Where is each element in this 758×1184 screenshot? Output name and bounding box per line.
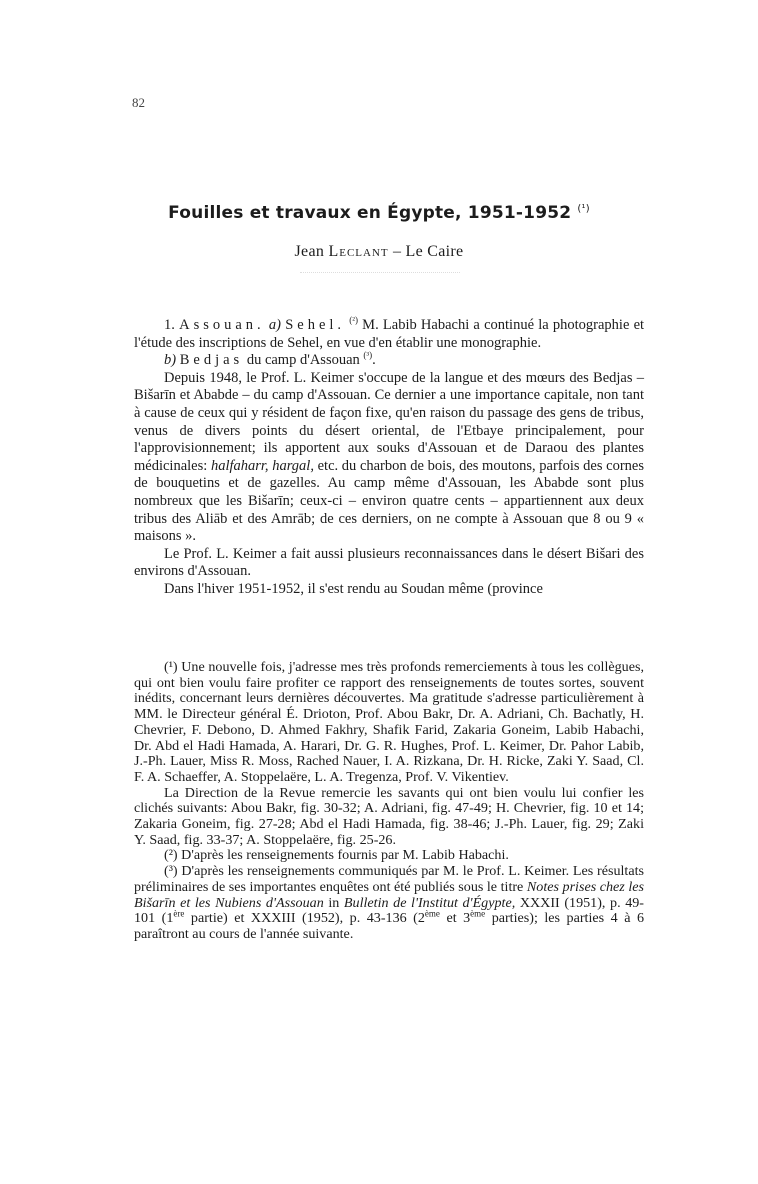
subsection-marker: b) (164, 352, 177, 369)
section-number: 1. (164, 317, 175, 333)
footnote-2 (134, 848, 644, 864)
footnote-mark: (²) (164, 847, 178, 864)
author-first: Jean (294, 243, 325, 260)
italic-text: Bulletin de l'Institut d'Égypte, (343, 894, 516, 911)
footnote-text: D'après les renseignements communiqués par M. le Prof. L. Keimer. Les résultats préliminaires de ses importantes enquêtes ont été publiés sous le titre (134, 863, 644, 895)
footnote-mark: (³) (164, 863, 178, 880)
section-heading: Assouan. (179, 317, 265, 333)
page-number: 82 (132, 95, 145, 110)
italic-text: Notes prises chez les Bišarīn et les Nubiens d'Assouan (134, 878, 644, 911)
footnote-1-continued: La Direction de la Revue remercie les savants qui ont bien voulu lui confier les clichés suivants: Abou Bakr, fig. 30-32; A. Adriani, fig. 47-49; H. Chevrier, fig. 10 et 14; Zakaria Goneim, fig. 27-28; Abd el Hadi Hamada, fig. 38-46; J.-Ph. Lauer, fig. 29; Zaki Y. Saad, fig. 33-37; A. Stoppelaëre, fig. 25-26. (134, 784, 644, 848)
paragraph-text: . (372, 352, 376, 369)
superscript: ère (173, 908, 185, 919)
footnote-mark: (¹) (164, 659, 178, 675)
author-place: – Le Caire (392, 243, 464, 260)
title-divider (300, 272, 460, 273)
paragraph-5: Dans l'hiver 1951-1952, il s'est rendu au Soudan même (province (164, 580, 543, 597)
footnote-text: parties); les parties 4 à 6 paraîtront au cours de l'année suivante. (134, 910, 645, 942)
footnotes (134, 660, 644, 943)
footnote-3 (134, 864, 644, 943)
author-last: Leclant (328, 243, 389, 260)
footnote-text: Une nouvelle fois, j'adresse mes très profonds remerciements à tous les collègues, qui ont bien voulu faire profiter ce rapport des renseignements de toutes sortes, souvent inédits, concernant leurs dernières découvertes. Ma gratitude s'adresse particulièrement à MM. le Directeur général É. Drioton, Prof. Abou Bakr, Dr. A. Adriani, Ch. Bachatly, H. Chevrier, F. Debono, D. Ahmed Fakhry, Shafik Farid, Zakaria Goneim, Labib Habachi, Dr. Abd el Hadi Hamada, A. Harari, Dr. G. R. Hughes, Prof. L. Keimer, Dr. Pahor Labib, J.-Ph. Lauer, Miss R. Moss, Rached Nauer, I. A. Rizkana, Dr. H. Ricke, Zaki Y. Saad, Cl. F. A. Schaeffer, A. Stoppelaëre, L. A. Tregenza, Prof. V. Vikentiev. (134, 659, 644, 785)
superscript: ème (470, 908, 486, 919)
note-ref: (³) (363, 350, 373, 361)
paragraph-1 (134, 317, 644, 352)
paragraph-text: M. Labib Habachi a continué la photographie et l'étude des inscriptions de Sehel, en vue d'en établir une monographie. (134, 317, 645, 351)
note-ref: (²) (349, 315, 358, 326)
superscript: ème (424, 908, 440, 919)
paragraph-text: etc. du charbon de bois, des moutons, parfois des cornes de bouquetins et de gazelles. Au camp même d'Assouan, les Ababde sont plus nombreux que les Bišarīn; ceux-ci – environ quatre cents – appartiennent aux deux tribus des Aliāb et des Amrāb; de ces derniers, on ne compte à Assouan que 8 ou 9 « maisons ». (134, 457, 645, 545)
subsection-marker: a) (268, 317, 281, 333)
subsection-heading: Sehel. (285, 317, 346, 333)
title-note-ref: (¹) (577, 203, 590, 215)
paragraph-text: du camp d'Assouan (243, 352, 364, 369)
footnote-text: partie) et XXXIII (1952), p. 43-136 (2 (184, 910, 425, 927)
footnote-text: XXXII (1951), p. 49-101 (1 (134, 894, 644, 927)
paragraph-3 (134, 370, 644, 546)
paragraph-4: Le Prof. L. Keimer a fait aussi plusieurs reconnaissances dans le désert Bišari des environs d'Assouan. (134, 545, 644, 580)
subsection-heading: Bedjas (179, 352, 244, 369)
author-line (0, 243, 758, 261)
footnote-1 (134, 660, 644, 786)
paragraph-2 (134, 352, 644, 370)
footnote-text: in (323, 894, 344, 911)
title-text: Fouilles et travaux en Égypte, 1951-1952 (168, 203, 572, 223)
article-title (0, 203, 758, 223)
footnote-text: D'après les renseignements fournis par M. Labib Habachi. (177, 847, 509, 864)
paragraph-text: Depuis 1948, le Prof. L. Keimer s'occupe de la langue et des mœurs des Bedjas – Bišarīn et Ababde – du camp d'Assouan. Ce dernier a une importance capitale, non tant à cause de ceux qui y résident de façon fixe, qu'en raison du passage des gens de tribus, venus de divers points du désert oriental, de l'Etbaye principalement, pour l'approvisionnement; ils apportent aux souks d'Assouan et de Daraou des plantes médicinales: (134, 369, 644, 474)
italic-text: halfaharr, hargal, (210, 457, 314, 474)
footnote-text: et 3 (439, 910, 471, 927)
main-text (134, 317, 644, 599)
